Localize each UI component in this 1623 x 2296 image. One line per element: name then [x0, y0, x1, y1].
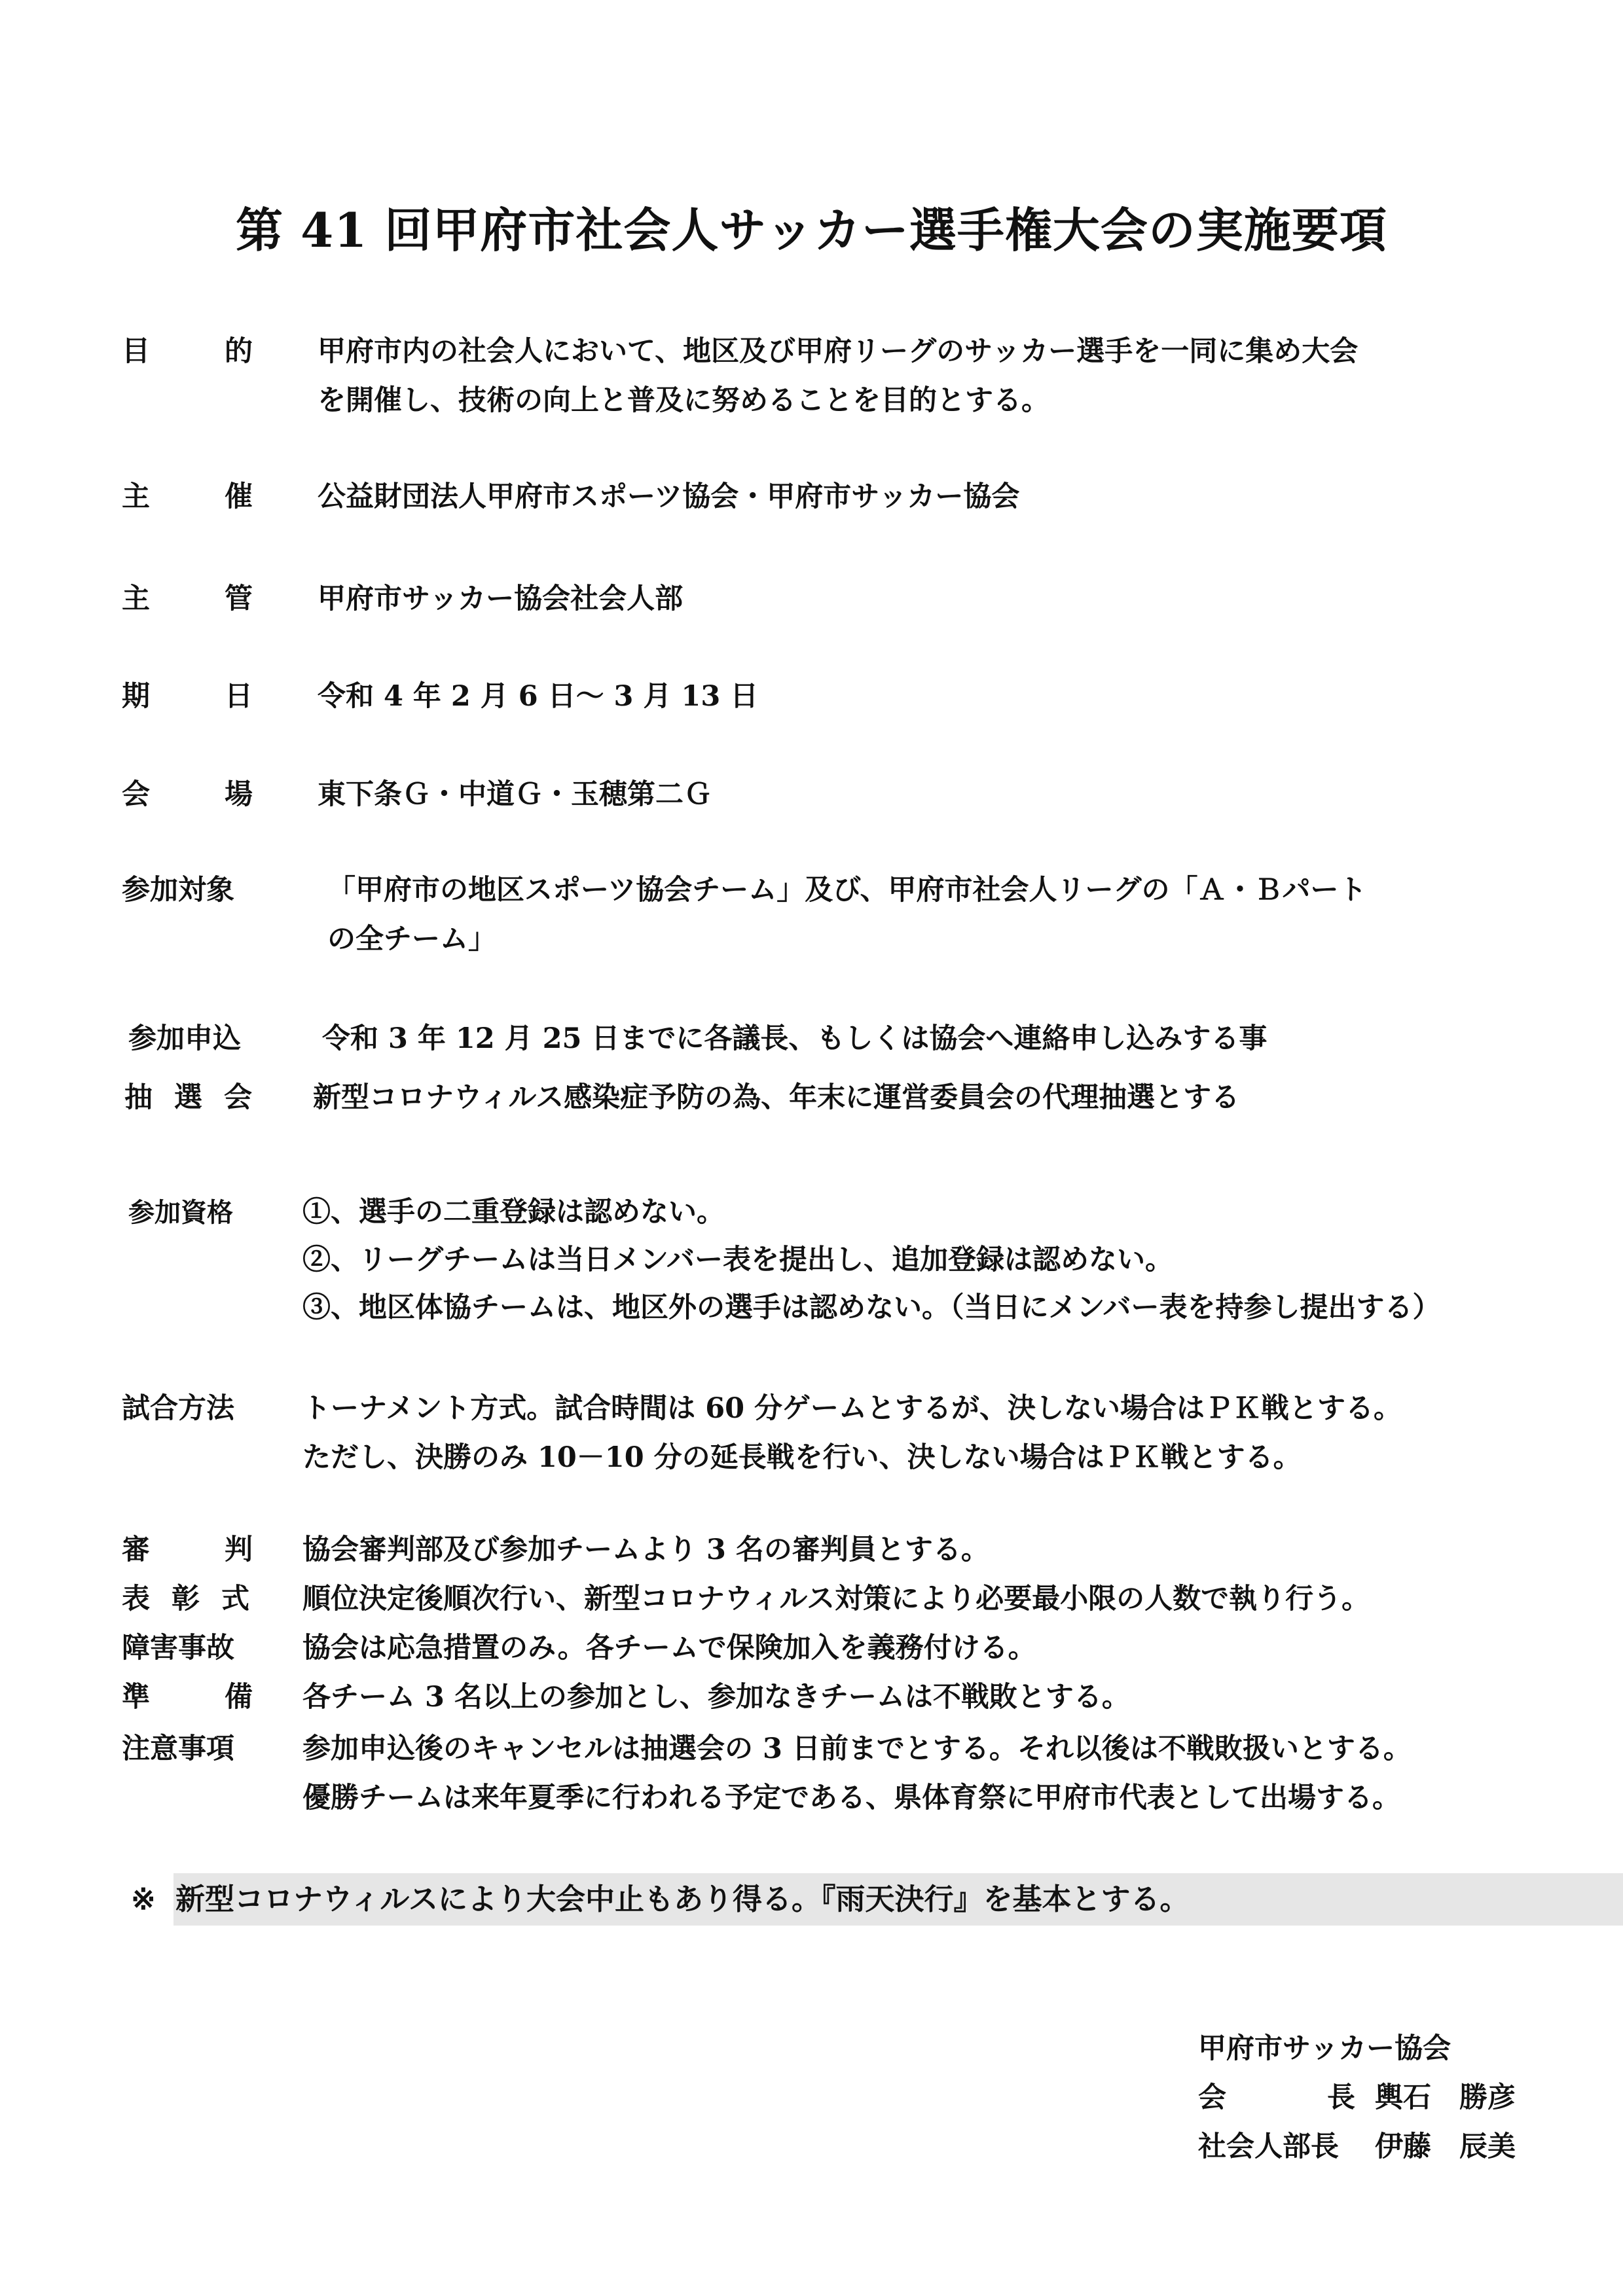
section-value: 新型コロナウィルス感染症予防の為、年末に運営委員会の代理抽選とする	[313, 1081, 1240, 1114]
label-char: 日	[225, 680, 253, 713]
signature-chair	[1198, 2075, 1516, 2121]
section-value: 各チーム 3 名以上の参加とし、参加なきチームは不戦敗とする。	[302, 1681, 1130, 1713]
section-label	[122, 1577, 249, 1621]
section-label: 試合方法	[122, 1392, 234, 1425]
section-value: 順位決定後順次行い、新型コロナウィルス対策により必要最小限の人数で執り行う。	[302, 1583, 1370, 1615]
notice-mark: ※	[131, 1882, 156, 1916]
section-label	[122, 1528, 253, 1571]
value-line: 甲府市内の社会人において、地区及び甲府リーグのサッカー選手を一同に集め大会	[318, 335, 1359, 368]
label-char: 抽	[124, 1081, 153, 1114]
section-value: 東下条Ｇ・中道Ｇ・玉穂第二Ｇ	[318, 778, 712, 811]
value-line: 優勝チームは来年夏季に行われる予定である、県体育祭に甲府市代表として出場する。	[302, 1782, 1400, 1814]
section-label	[122, 327, 253, 376]
value-line: を開催し、技術の向上と普及に努めることを目的とする。	[318, 384, 1049, 417]
section-label	[122, 672, 253, 721]
section-label: 参加申込	[128, 1022, 241, 1055]
section-value	[302, 1384, 1402, 1482]
section-label	[124, 1073, 252, 1122]
signature-name: 輿石 勝彦	[1375, 2081, 1516, 2114]
value-line: ③、地区体協チームは、地区外の選手は認めない。（当日にメンバー表を持参し提出する）	[302, 1291, 1441, 1324]
value-line: トーナメント方式。試合時間は 60 分ゲームとするが、決しない場合はＰＫ戦とする。	[302, 1392, 1402, 1425]
section-label	[122, 770, 253, 819]
section-value	[302, 1725, 1412, 1823]
section-value: 協会審判部及び参加チームより 3 名の審判員とする。	[302, 1534, 989, 1566]
section-value: 令和 3 年 12 月 25 日までに各議長、もしくは協会へ連絡申し込みする事	[322, 1022, 1267, 1055]
signature-org: 甲府市サッカー協会	[1198, 2032, 1451, 2065]
label-char: 会	[122, 778, 150, 811]
value-line: ①、選手の二重登録は認めない。	[302, 1196, 725, 1229]
section-value	[302, 1189, 1441, 1332]
notice-text: 新型コロナウィルスにより大会中止もあり得る。『雨天決行』を基本とする。	[175, 1882, 1190, 1916]
page-title: 第 41 回甲府市社会人サッカー選手権大会の実施要項	[236, 202, 1387, 258]
signature-dept-head	[1198, 2124, 1516, 2170]
label-char: 備	[225, 1681, 253, 1713]
section-label	[122, 575, 253, 624]
label-char: 準	[122, 1681, 150, 1713]
signature-role	[1198, 2075, 1355, 2121]
label-char: 管	[225, 583, 253, 615]
section-label: 注意事項	[122, 1732, 234, 1765]
value-line: 参加申込後のキャンセルは抽選会の 3 日前までとする。それ以後は不戦敗扱いとする。	[302, 1732, 1412, 1765]
section-value: 令和 4 年 2 月 6 日～ 3 月 13 日	[318, 680, 759, 713]
label-char: 彰	[172, 1583, 200, 1615]
label-char: 期	[122, 680, 150, 713]
value-line: ②、リーグチームは当日メンバー表を提出し、追加登録は認めない。	[302, 1244, 1173, 1276]
label-char: 的	[225, 335, 253, 368]
label-char: 審	[122, 1534, 150, 1566]
label-char: 判	[225, 1534, 253, 1566]
section-value: 公益財団法人甲府市スポーツ協会・甲府市サッカー協会	[318, 480, 1020, 513]
signature-name: 伊藤 辰美	[1375, 2130, 1516, 2163]
section-label	[122, 1676, 253, 1719]
section-label: 参加資格	[128, 1197, 233, 1228]
value-line: 「甲府市の地区スポーツ協会チーム」及び、甲府市社会人リーグの「Ａ・Ｂパート	[327, 874, 1367, 906]
label-char: 会	[224, 1081, 252, 1114]
label-char: 目	[122, 335, 150, 368]
section-label: 参加対象	[122, 874, 234, 906]
label-char: 表	[122, 1583, 150, 1615]
section-value	[318, 327, 1358, 425]
label-char: 主	[122, 480, 150, 513]
section-value: 甲府市サッカー協会社会人部	[318, 583, 684, 615]
label-char: 式	[221, 1583, 249, 1615]
label-char: 主	[122, 583, 150, 615]
signature-role: 社会人部長	[1198, 2130, 1339, 2163]
role-char: 会	[1198, 2081, 1226, 2114]
value-line: ただし、決勝のみ 10－10 分の延長戦を行い、決しない場合はＰＫ戦とする。	[302, 1441, 1302, 1474]
label-char: 場	[225, 778, 253, 811]
label-char: 催	[225, 480, 253, 513]
value-line: の全チーム」	[327, 923, 496, 956]
section-label: 障害事故	[122, 1632, 234, 1664]
role-char: 長	[1327, 2081, 1355, 2114]
section-value: 協会は応急措置のみ。各チームで保険加入を義務付ける。	[302, 1632, 1036, 1664]
section-value	[327, 866, 1367, 964]
label-char: 選	[174, 1081, 202, 1114]
section-label	[122, 473, 253, 522]
